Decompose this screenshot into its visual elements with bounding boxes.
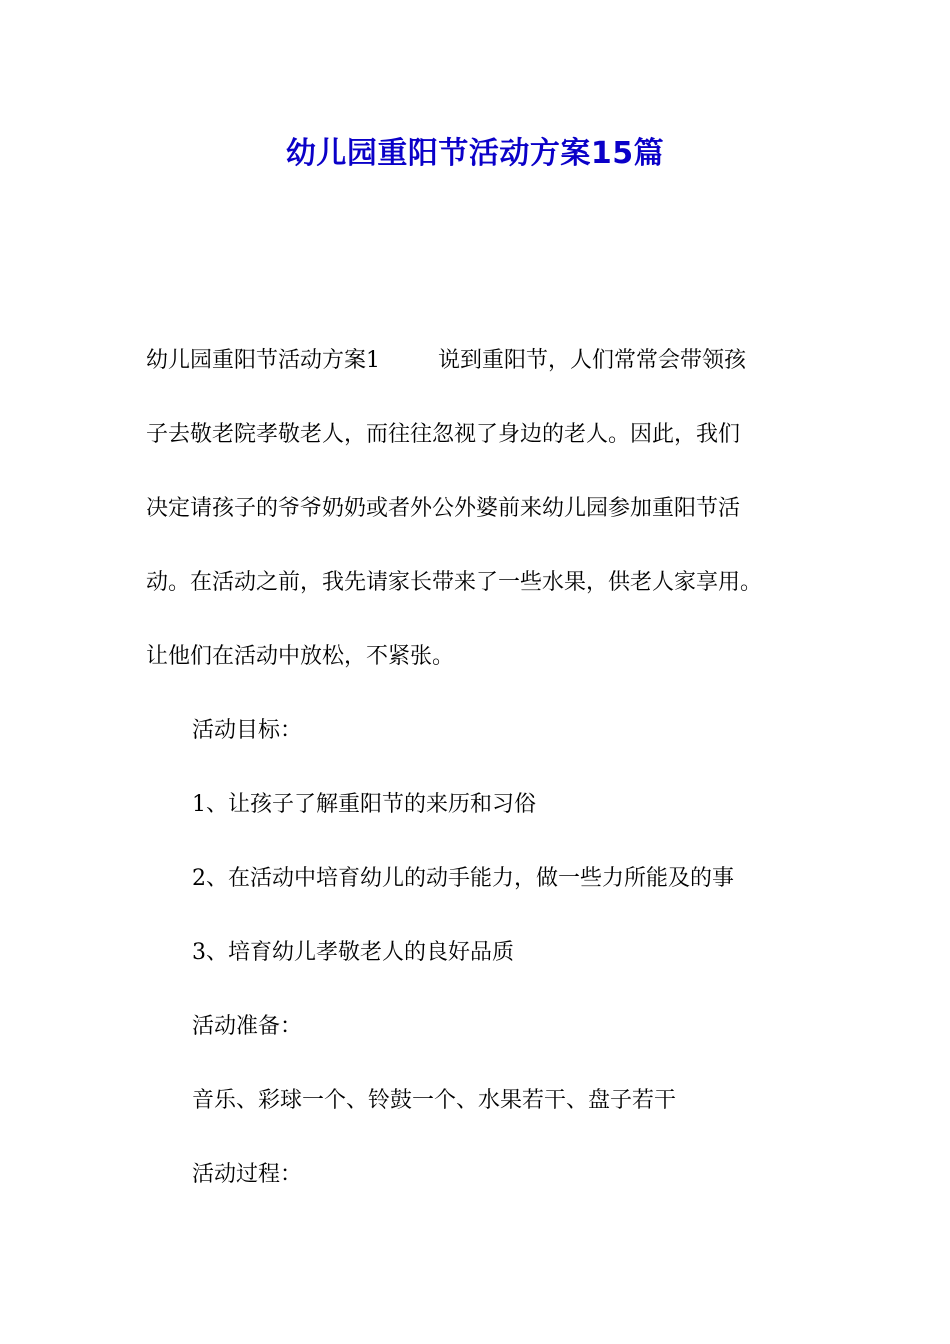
intro-line-1 bbox=[146, 324, 826, 398]
paragraph-item: 音乐、彩球一个、铃鼓一个、水果若干、盘子若干 bbox=[192, 1088, 677, 1113]
intro-line-5: 让他们在活动中放松，不紧张。 bbox=[146, 644, 455, 669]
paragraph-item: 活动过程： bbox=[192, 1162, 303, 1187]
intro-line-2: 子去敬老院孝敬老人，而往往忽视了身边的老人。因此，我们 bbox=[146, 422, 741, 447]
intro-text-1: 说到重阳节，人们常常会带领孩 bbox=[438, 348, 747, 373]
paragraph-item: 3、培育幼儿孝敬老人的良好品质 bbox=[192, 940, 514, 965]
paragraph-item: 2、在活动中培育幼儿的动手能力，做一些力所能及的事 bbox=[192, 866, 734, 891]
paragraph-item: 活动准备： bbox=[192, 1014, 303, 1039]
intro-line-3: 决定请孩子的爷爷奶奶或者外公外婆前来幼儿园参加重阳节活 bbox=[146, 496, 741, 521]
document-title: 幼儿园重阳节活动方案15篇 bbox=[285, 136, 665, 171]
intro-line-4: 动。在活动之前，我先请家长带来了一些水果，供老人家享用。 bbox=[146, 570, 763, 595]
section-heading-1: 幼儿园重阳节活动方案1 bbox=[146, 348, 380, 373]
paragraph-item: 活动目标： bbox=[192, 718, 303, 743]
paragraph-item: 1、让孩子了解重阳节的来历和习俗 bbox=[192, 792, 536, 817]
document-body bbox=[146, 324, 826, 1212]
